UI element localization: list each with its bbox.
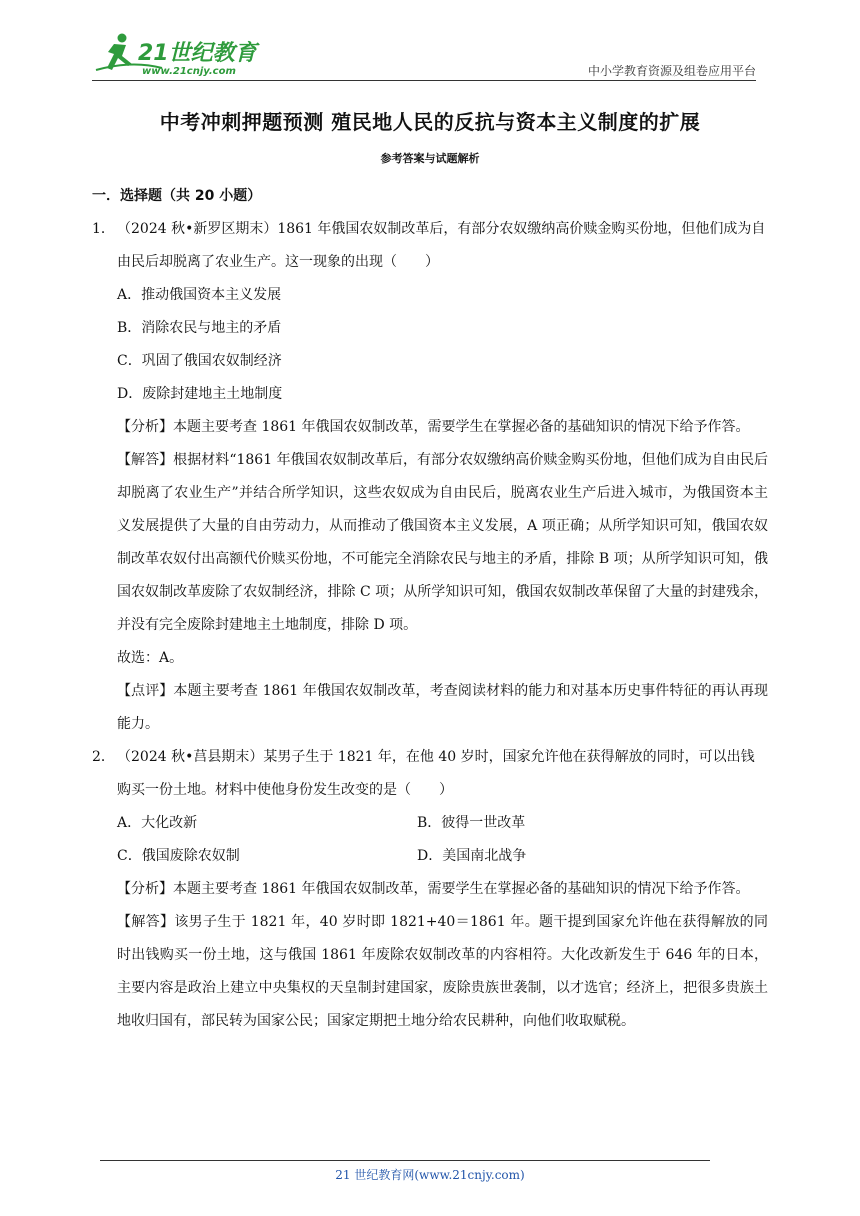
page-header <box>0 0 860 90</box>
header-divider <box>92 80 756 81</box>
footer-link[interactable]: 21 世纪教育网(www.21cnjy.com) <box>335 1168 525 1182</box>
option-row <box>92 840 768 873</box>
option-d: D．美国南北战争 <box>417 848 527 864</box>
option-b: B．彼得一世改革 <box>417 815 526 831</box>
question-number: 1． <box>92 221 115 237</box>
answer-text: 【解答】根据材料“1861 年俄国农奴制改革后，有部分农奴缴纳高价赎金购买份地，但他们成为自由民后却脱离了农业生产”并结合所学知识，这些农奴成为自由民后，脱离农业生产后进入城市，为俄国资本主义发展提供了大量的自由劳动力，从而推动了俄国资本主义发展，A 项正确；从所学知识可知，俄国农奴制改革农奴付出高额代价赎买份地，不可能完全消除农民与地主的矛盾，排除 B 项；从所学知识可知，俄国农奴制改革废除了农奴制经济，排除 C 项；从所学知识可知，俄国农奴制改革保留了大量的封建残余，并没有完全废除封建地主土地制度，排除 D 项。 <box>117 452 768 633</box>
document-subtitle: 参考答案与试题解析 <box>380 152 480 165</box>
option-row <box>92 807 768 840</box>
option-a: A．推动俄国资本主义发展 <box>117 287 282 303</box>
option-a: A．大化改新 <box>117 815 198 831</box>
document-title: 中考冲刺押题预测 殖民地人民的反抗与资本主义制度的扩展 <box>159 110 701 134</box>
document-body <box>92 180 768 1038</box>
footer-divider <box>100 1160 710 1161</box>
analysis-text: 【分析】本题主要考查 1861 年俄国农奴制改革，需要学生在掌握必备的基础知识的情况下给予作答。 <box>117 881 750 897</box>
comment-text: 【点评】本题主要考查 1861 年俄国农奴制改革，考查阅读材料的能力和对基本历史事件特征的再认再现能力。 <box>117 683 768 732</box>
option-c: C．俄国废除农奴制 <box>117 848 240 864</box>
question-1 <box>92 213 768 279</box>
answer-text: 【解答】该男子生于 1821 年，40 岁时即 1821+40＝1861 年。题干提到国家允许他在获得解放的同时出钱购买一份土地，这与俄国 1861 年废除农奴制改革的内容相符。大化改新发生于 646 年的日本，主要内容是政治上建立中央集权的天皇制封建国家，废除贵族世袭制，以才选官；经济上，把很多贵族土地收归国有，部民转为国家公民；国家定期把土地分给农民耕种，向他们收取赋税。 <box>117 914 768 1029</box>
question-2 <box>92 741 768 807</box>
question-stem: （2024 秋•新罗区期末）1861 年俄国农奴制改革后，有部分农奴缴纳高价赎金购买份地，但他们成为自由民后却脱离了农业生产。这一现象的出现（ ） <box>117 221 766 270</box>
option-c: C．巩固了俄国农奴制经济 <box>117 353 282 369</box>
platform-name: 中小学教育资源及组卷应用平台 <box>587 64 756 78</box>
choice-text: 故选：A。 <box>117 650 184 666</box>
question-number: 2． <box>92 749 115 765</box>
question-stem: （2024 秋•莒县期末）某男子生于 1821 年，在他 40 岁时，国家允许他在获得解放的同时，可以出钱购买一份土地。材料中使他身份发生改变的是（ ） <box>117 749 755 798</box>
svg-text:www.21cnjy.com: www.21cnjy.com <box>142 66 236 77</box>
option-b: B．消除农民与地主的矛盾 <box>117 320 282 336</box>
svg-text:21世纪教育: 21世纪教育 <box>138 41 257 66</box>
section-heading: 一．选择题（共 20 小题） <box>92 188 262 204</box>
runner-logo-icon <box>92 30 272 80</box>
option-d: D．废除封建地主土地制度 <box>117 386 283 402</box>
analysis-text: 【分析】本题主要考查 1861 年俄国农奴制改革，需要学生在掌握必备的基础知识的情况下给予作答。 <box>117 419 750 435</box>
site-logo <box>92 30 272 80</box>
